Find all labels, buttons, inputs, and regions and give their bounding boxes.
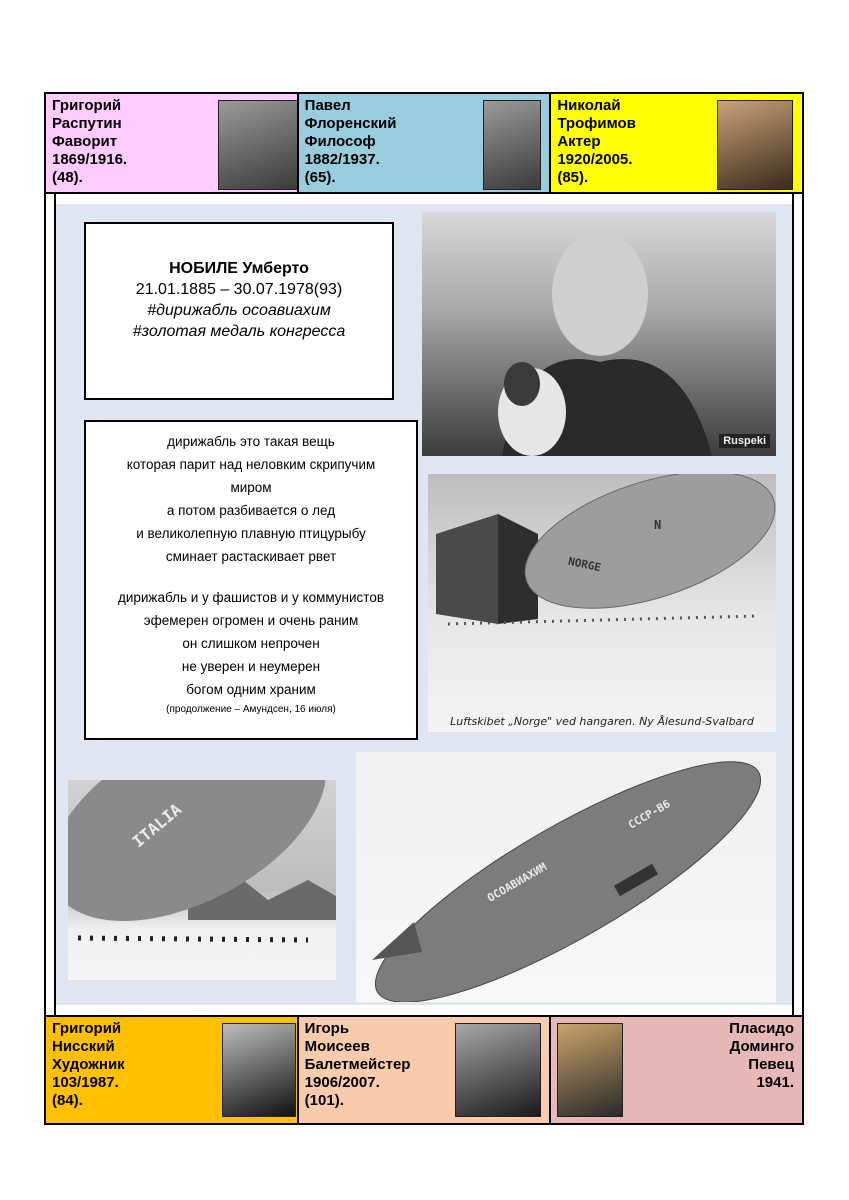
role: Певец — [748, 1056, 795, 1073]
stanza-gap — [86, 568, 416, 586]
profile-text — [305, 1020, 411, 1110]
hull-lettering: ОСОАВИАХИМ — [485, 860, 550, 905]
life-dates: 21.01.1885 – 30.07.1978(93) — [135, 281, 343, 298]
age: (101). — [304, 1092, 344, 1109]
poem-line: сминает растаскивает рвет — [165, 549, 337, 564]
italia-airship-photo — [68, 780, 336, 980]
first-name: Григорий — [52, 1020, 122, 1037]
profile-text — [729, 1020, 794, 1092]
top-profile-row — [46, 94, 802, 194]
content-panel — [56, 204, 792, 1005]
portrait-photo — [218, 100, 299, 190]
hull-registration: СССР-В6 — [625, 797, 673, 832]
profile-card-rasputin — [46, 94, 299, 192]
hull-lettering: ITALIA — [128, 799, 186, 852]
title-box — [84, 222, 394, 400]
hashtag: #золотая медаль конгресса — [132, 323, 346, 340]
bottom-profile-row — [46, 1015, 802, 1123]
years: 1882/1937. — [304, 151, 380, 168]
profile-text — [557, 97, 636, 187]
main-content — [46, 194, 802, 1017]
years: 1941. — [756, 1074, 795, 1091]
profile-text — [305, 97, 397, 187]
profile-card-moiseev — [299, 1017, 552, 1123]
last-name: Трофимов — [557, 115, 636, 132]
photo-caption: Luftskibet „Norge" ved hangaren. Ny Ålesund-Svalbard — [450, 715, 754, 728]
role: Философ — [304, 133, 376, 150]
right-margin-strip — [792, 194, 802, 1017]
portrait-photo — [717, 100, 793, 190]
profile-card-florensky — [299, 94, 552, 192]
poem-line: эфемерен огромен и очень раним — [143, 613, 359, 628]
last-name: Распутин — [52, 115, 122, 132]
profile-text — [52, 1020, 125, 1110]
portrait-photo — [557, 1023, 623, 1117]
role: Художник — [52, 1056, 125, 1073]
years: 1920/2005. — [557, 151, 633, 168]
portrait-photo — [455, 1023, 541, 1117]
age: (84). — [52, 1092, 83, 1109]
norge-airship-photo — [428, 474, 776, 732]
years: 1906/2007. — [304, 1074, 380, 1091]
poem-line: богом одним храним — [186, 682, 316, 697]
left-margin-strip — [46, 194, 56, 1017]
poem-line: дирижабль и у фашистов и у коммунистов — [117, 590, 385, 605]
poem-line: а потом разбивается о лед — [166, 503, 336, 518]
profile-card-trofimov — [551, 94, 802, 192]
first-name: Пласидо — [729, 1020, 795, 1037]
portrait-photo — [483, 100, 541, 190]
italia-illustration — [68, 780, 336, 980]
person-name: НОБИЛЕ Умберто — [169, 260, 309, 277]
years: 1869/1916. — [52, 151, 128, 168]
poem-line: он слишком непрочен — [182, 636, 320, 651]
page-frame — [44, 92, 804, 1125]
first-name: Игорь — [304, 1020, 350, 1037]
role: Актер — [557, 133, 601, 150]
portrait-photo — [222, 1023, 296, 1117]
last-name: Флоренский — [304, 115, 397, 132]
age: (85). — [557, 169, 589, 186]
hull-mark: N — [654, 518, 662, 532]
portrait-illustration — [422, 212, 776, 456]
last-name: Доминго — [729, 1038, 795, 1055]
first-name: Павел — [304, 97, 351, 114]
profile-card-domingo — [551, 1017, 802, 1123]
last-name: Нисский — [52, 1038, 115, 1055]
poem-line: и великолепную плавную птицурыбу — [136, 526, 366, 541]
age: (65). — [304, 169, 336, 186]
role: Балетмейстер — [304, 1056, 411, 1073]
hull-lettering: NORGE — [567, 554, 603, 575]
first-name: Николай — [557, 97, 621, 114]
poem-line: не уверен и неумерен — [181, 659, 321, 674]
poem-line: миром — [230, 480, 272, 495]
first-name: Григорий — [52, 97, 122, 114]
age: (48). — [52, 169, 83, 186]
profile-card-nissky — [46, 1017, 299, 1123]
nobile-portrait-photo — [422, 212, 776, 456]
osoaviakhim-airship-photo — [356, 752, 776, 1002]
poem-line: дирижабль это такая вещь — [167, 434, 335, 449]
last-name: Моисеев — [304, 1038, 370, 1055]
photo-stamp: Ruspeki — [719, 434, 770, 448]
years: 103/1987. — [52, 1074, 119, 1091]
hashtag: #дирижабль осоавиахим — [147, 302, 331, 319]
poem-box — [84, 420, 418, 740]
profile-text — [52, 97, 127, 187]
role: Фаворит — [52, 133, 118, 150]
norge-illustration — [428, 474, 776, 732]
poem-line: которая парит над неловким скрипучим — [126, 457, 376, 472]
osoaviakhim-illustration — [356, 752, 776, 1002]
poem-note: (продолжение – Амундсен, 16 июля) — [166, 704, 336, 715]
